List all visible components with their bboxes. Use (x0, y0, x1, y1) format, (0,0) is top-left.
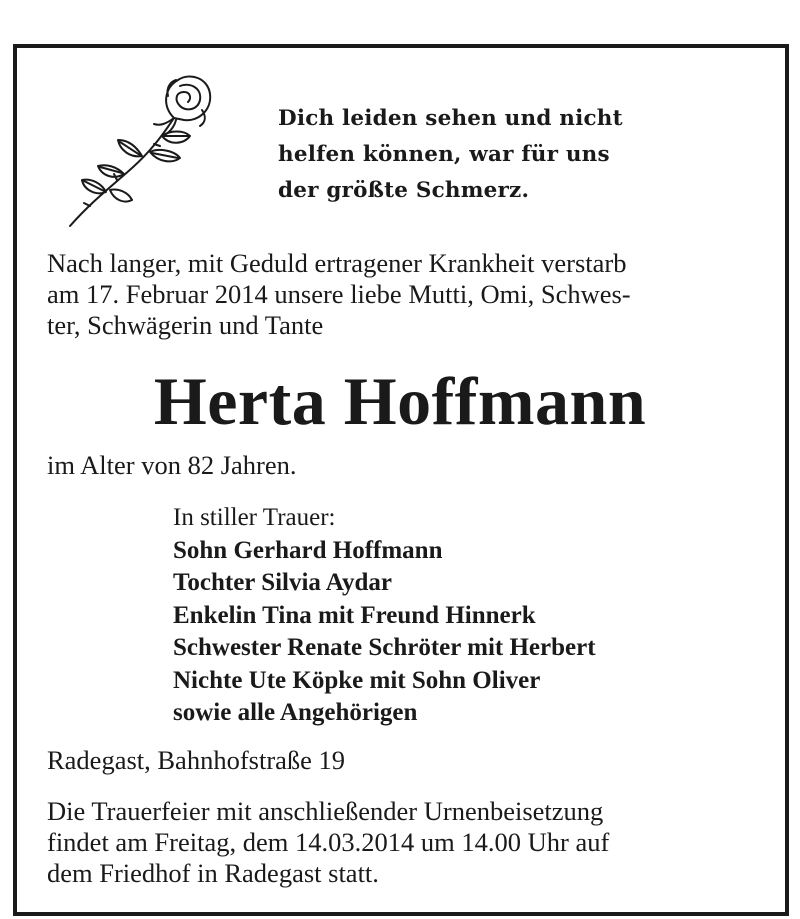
intro-line: ter, Schwägerin und Tante (47, 310, 324, 340)
funeral-line: findet am Freitag, dem 14.03.2014 um 14.00 Uhr auf (47, 827, 610, 857)
mourner-name: Schwester Renate Schröter mit Herbert (173, 634, 596, 661)
address: Radegast, Bahnhofstraße 19 (47, 745, 346, 775)
mourner-name: sowie alle Angehörigen (173, 699, 418, 726)
intro-paragraph (47, 248, 767, 341)
motto-line: Dich leiden sehen und nicht (278, 106, 623, 131)
mourner-name: Nichte Ute Köpke mit Sohn Oliver (173, 666, 541, 694)
motto-quote (278, 101, 623, 209)
mourners-heading: In stiller Trauer: (173, 504, 336, 531)
mourner-name: Tochter Silvia Aydar (173, 569, 393, 596)
mourner-name: Sohn Gerhard Hoffmann (173, 536, 443, 564)
funeral-notice (47, 796, 609, 889)
intro-line: am 17. Februar 2014 unsere liebe Mutti, Omi, Schwes- (47, 279, 631, 309)
motto-line: der größte Schmerz. (278, 178, 530, 203)
funeral-line: Die Trauerfeier mit anschließender Urnenbeisetzung (47, 796, 604, 826)
rose-icon (62, 66, 212, 228)
mourners-list (173, 502, 596, 730)
motto-line: helfen können, war für uns (278, 142, 610, 167)
funeral-line: dem Friedhof in Radegast statt. (47, 858, 379, 888)
age-line: im Alter von 82 Jahren. (47, 450, 297, 480)
mourner-name: Enkelin Tina mit Freund Hinnerk (173, 601, 536, 629)
intro-line: Nach langer, mit Geduld ertragener Krankheit verstarb (47, 248, 627, 278)
deceased-name: Herta Hoffmann (153, 363, 647, 439)
